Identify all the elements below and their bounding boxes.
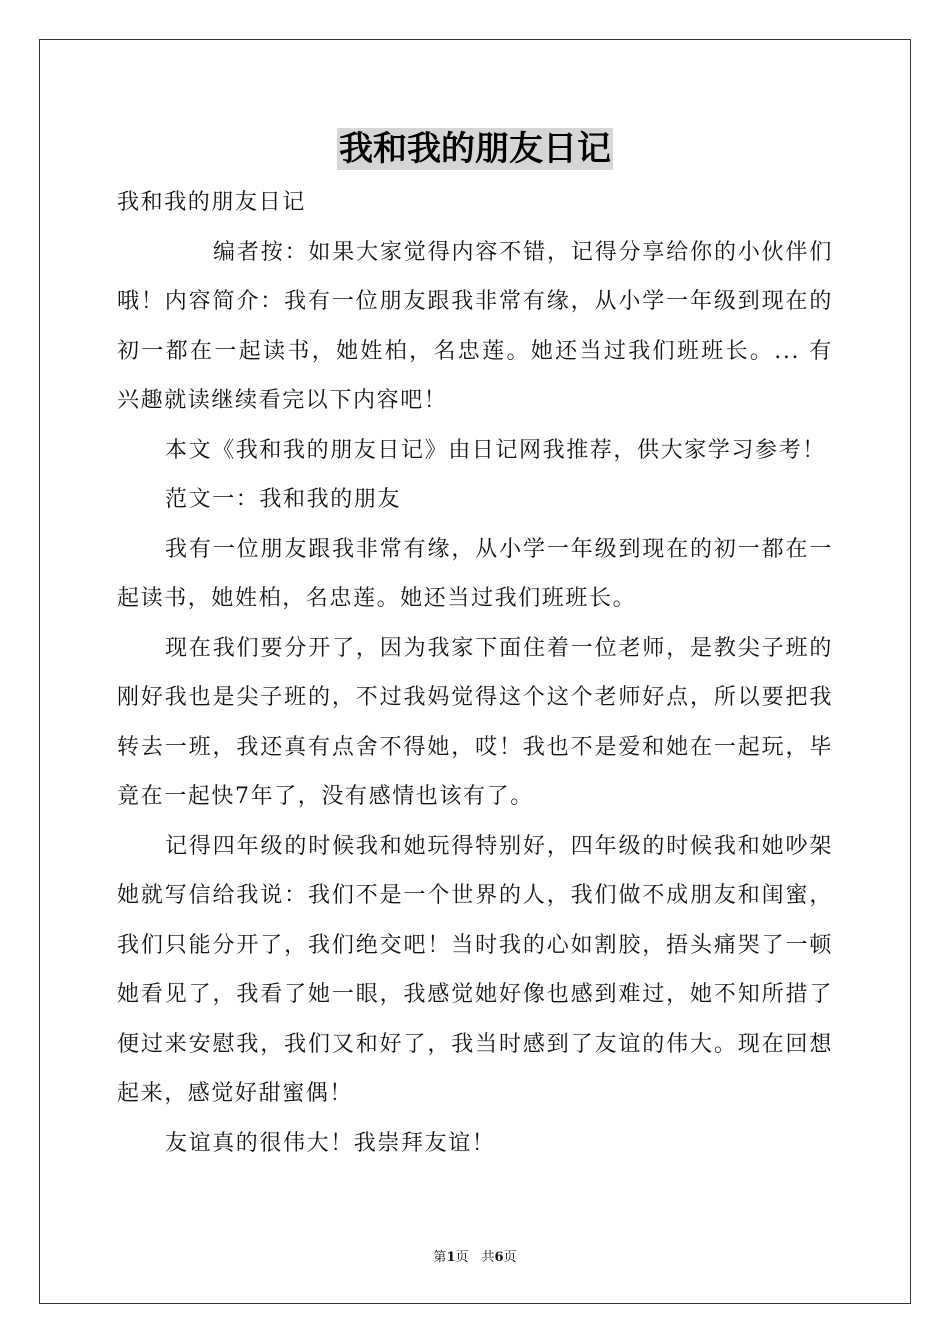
page-current: 1 [446,1250,456,1265]
page-number-suffix: 页 [503,1250,517,1265]
body-paragraph: 我有一位朋友跟我非常有缘，从小学一年级到现在的初一都在一起读书，她姓柏，名忠莲。她还当过我们班班长。 [117,536,833,611]
body-paragraph: 友谊真的很伟大！我崇拜友谊！ [165,1130,496,1156]
title-container [0,128,950,170]
editor-note-paragraph: 编者按：如果大家觉得内容不错，记得分享给你的小伙伴们哦！内容简介：我有一位朋友跟我非常有缘，从小学一年级到现在的初一都在一起读书，她姓柏，名忠莲。她还当过我们班班长。... 有兴趣就读继续看完以下内容吧！ [117,239,833,413]
body-paragraph: 现在我们要分开了，因为我家下面住着一位老师，是教尖子班的刚好我也是尖子班的，不过我妈觉得这个这个老师好点，所以要把我转去一班，我还真有点舍不得她，哎！我也不是爱和她在一起玩，毕竟在一起快7年了，没有感情也该有了。 [117,635,833,809]
section-heading: 范文一：我和我的朋友 [165,487,402,512]
body-paragraph: 记得四年级的时候我和她玩得特别好，四年级的时候我和她吵架她就写信给我说：我们不是一个世界的人，我们做不成朋友和闺蜜，我们只能分开了，我们绝交吧！当时我的心如割胶，捂头痛哭了一顿她看见了，我看了她一眼，我感觉她好像也感到难过，她不知所措了便过来安慰我，我们又和好了，我当时感到了友谊的伟大。现在回想起来，感觉好甜蜜偶！ [117,833,833,1106]
subtitle-paragraph: 我和我的朋友日记 [117,190,306,215]
source-paragraph: 本文《我和我的朋友日记》由日记网我推荐，供大家学习参考！ [165,437,826,463]
document-body [117,178,833,1168]
document-title: 我和我的朋友日记 [339,129,611,169]
page-footer [0,1246,950,1265]
page-number-middle: 页 共 [455,1250,495,1265]
page-number-prefix: 第 [433,1250,447,1265]
page-total: 6 [494,1250,504,1265]
